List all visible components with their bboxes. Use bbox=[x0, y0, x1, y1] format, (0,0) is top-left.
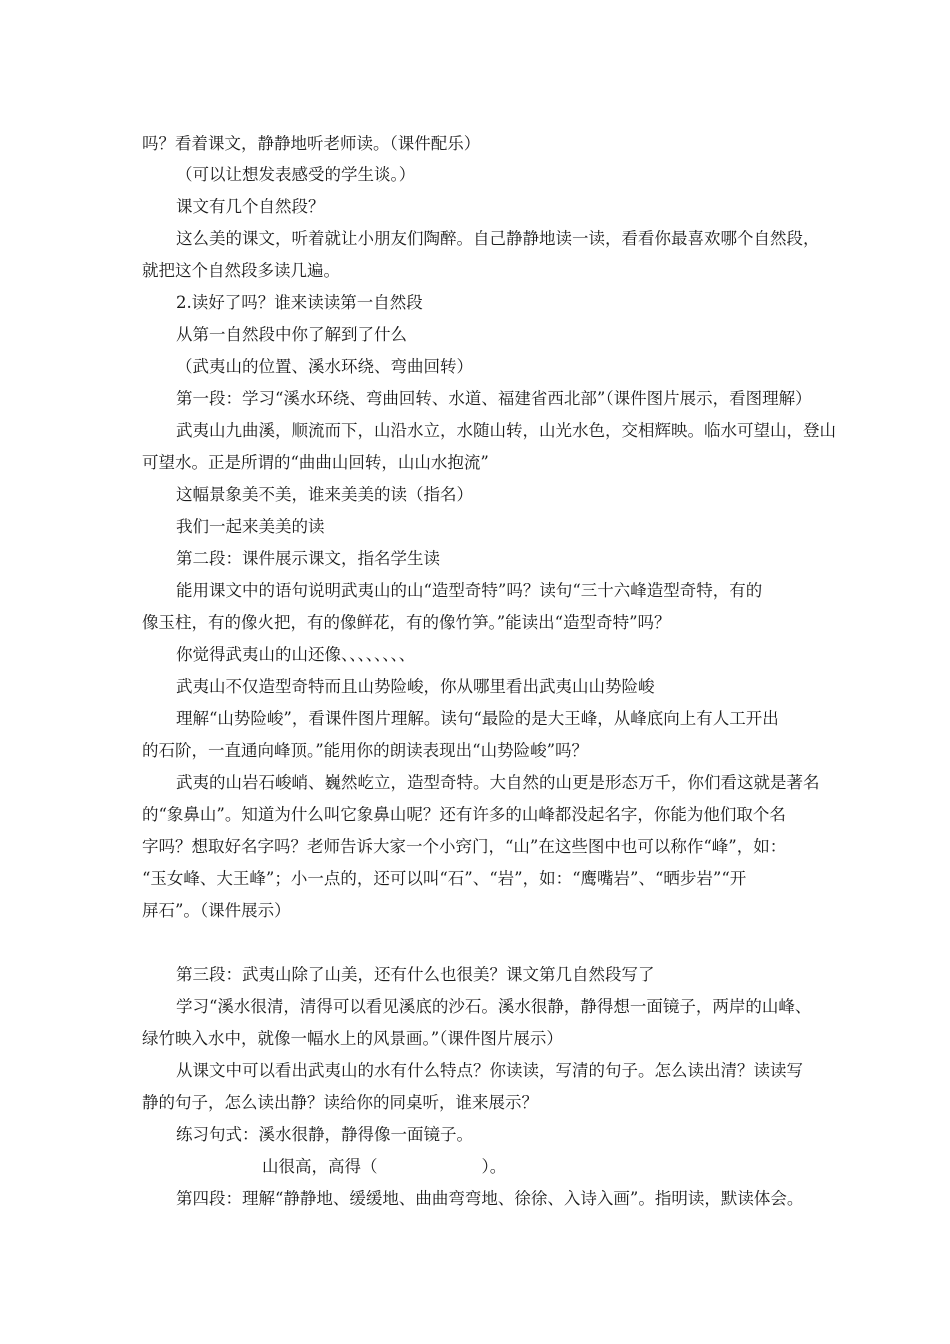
text-line: 的石阶，一直通向峰顶。”能用你的朗读表现出“山势险峻”吗？ bbox=[142, 741, 589, 760]
text-line: 我们一起来美美的读 bbox=[176, 517, 325, 536]
text-line: 就把这个自然段多读几遍。 bbox=[142, 261, 340, 280]
text-line: 第三段：武夷山除了山美，还有什么也很美？课文第几自然段写了 bbox=[176, 965, 655, 984]
text-line: 你觉得武夷山的山还像、、、、、、、、 bbox=[176, 645, 416, 664]
text-line: 绿竹映入水中，就像一幅水上的风景画。”（课件图片展示） bbox=[142, 1029, 563, 1048]
text-line: 武夷山九曲溪，顺流而下，山沿水立，水随山转，山光水色，交相辉映。临水可望山，登山 bbox=[176, 421, 836, 440]
text-line: 2.读好了吗？谁来读读第一自然段 bbox=[176, 293, 423, 312]
text-line: 第一段：学习“溪水环绕、弯曲回转、水道、福建省西北部”（课件图片展示，看图理解） bbox=[176, 389, 812, 408]
text-line: 武夷的山岩石峻峭、巍然屹立，造型奇特。大自然的山更是形态万千，你们看这就是著名 bbox=[176, 773, 820, 792]
text-line: 屏石”。（课件展示） bbox=[142, 901, 291, 920]
text-line: 课文有几个自然段？ bbox=[176, 197, 325, 216]
text-line: 像玉柱，有的像火把，有的像鲜花，有的像竹笋。”能读出“造型奇特”吗？ bbox=[142, 613, 671, 632]
text-line: 的“象鼻山”。知道为什么叫它象鼻山呢？还有许多的山峰都没起名字，你能为他们取个名 bbox=[142, 805, 786, 824]
text-line: 第二段：课件展示课文，指名学生读 bbox=[176, 549, 440, 568]
text-line: 理解“山势险峻”，看课件图片理解。读句“最险的是大王峰，从峰底向上有人工开出 bbox=[176, 709, 779, 728]
text-line: 从第一自然段中你了解到了什么 bbox=[176, 325, 407, 344]
text-line: 可望水。正是所谓的“曲曲山回转，山山水抱流” bbox=[142, 453, 489, 472]
text-line: 从课文中可以看出武夷山的水有什么特点？你读读，写清的句子。怎么读出清？读读写 bbox=[176, 1061, 803, 1080]
text-line: 武夷山不仅造型奇特而且山势险峻，你从哪里看出武夷山山势险峻 bbox=[176, 677, 655, 696]
text-line: “玉女峰、大王峰”；小一点的，还可以叫“石”、“岩”，如：“鹰嘴岩”、“晒步岩”“开 bbox=[142, 869, 747, 888]
fill-blank-suffix: ）。 bbox=[481, 1157, 507, 1176]
fill-blank-prefix: 山很高，高得（ bbox=[262, 1157, 378, 1176]
text-line: 练习句式：溪水很静，静得像一面镜子。 bbox=[176, 1125, 473, 1144]
fill-blank-line bbox=[262, 1156, 506, 1178]
text-line: 第四段：理解“静静地、缓缓地、曲曲弯弯地、徐徐、入诗入画”。指明读，默读体会。 bbox=[176, 1189, 804, 1208]
text-line: 字吗？想取好名字吗？老师告诉大家一个小窍门，“山”在这些图中也可以称作“峰”，如： bbox=[142, 837, 787, 856]
text-line: （武夷山的位置、溪水环绕、弯曲回转） bbox=[176, 357, 473, 376]
text-line: 静的句子，怎么读出静？读给你的同桌听，谁来展示？ bbox=[142, 1093, 538, 1112]
text-line: 学习“溪水很清，清得可以看见溪底的沙石。溪水很静，静得想一面镜子，两岸的山峰、 bbox=[176, 997, 812, 1016]
text-line: 能用课文中的语句说明武夷山的山“造型奇特”吗？读句“三十六峰造型奇特，有的 bbox=[176, 581, 763, 600]
text-line: 这幅景象美不美，谁来美美的读（指名） bbox=[176, 485, 473, 504]
text-line: （可以让想发表感受的学生谈。） bbox=[176, 165, 416, 184]
text-line: 吗？看着课文，静静地听老师读。（课件配乐） bbox=[142, 134, 481, 153]
text-line: 这么美的课文，听着就让小朋友们陶醉。自己静静地读一读，看看你最喜欢哪个自然段， bbox=[176, 229, 820, 248]
